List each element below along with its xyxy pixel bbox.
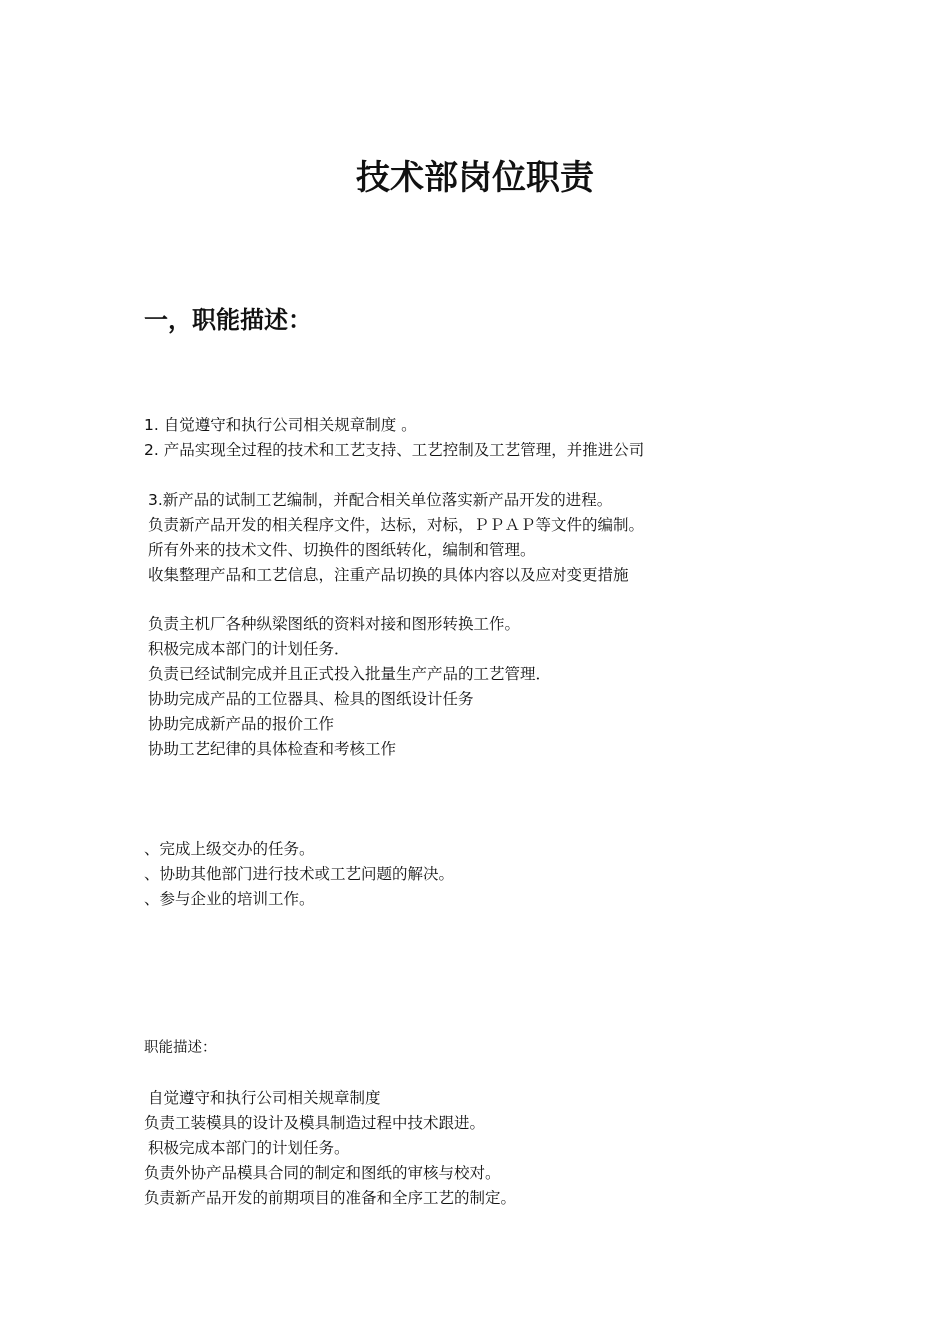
- document-title: 技术部岗位职责: [356, 158, 594, 198]
- duty-line: 协助完成产品的工位器具、检具的图纸设计任务: [148, 690, 474, 708]
- duty-line: 负责工装模具的设计及模具制造过程中技术跟进。: [144, 1114, 486, 1132]
- duty-line: 积极完成本部门的计划任务。: [148, 1139, 350, 1157]
- duty-line: 负责新产品开发的相关程序文件，达标，对标，ＰＰＡＰ等文件的编制。: [148, 516, 645, 534]
- section-heading-functions: 一，职能描述：: [144, 306, 312, 334]
- duty-line: 、完成上级交办的任务。: [144, 840, 315, 858]
- duty-line: 、参与企业的培训工作。: [144, 890, 315, 908]
- duty-line: 2. 产品实现全过程的技术和工艺支持、工艺控制及工艺管理，并推进公司: [144, 441, 645, 459]
- duty-line: 、协助其他部门进行技术或工艺问题的解决。: [144, 865, 455, 883]
- duty-line: 自觉遵守和执行公司相关规章制度: [148, 1089, 381, 1107]
- duty-line: 负责外协产品模具合同的制定和图纸的审核与校对。: [144, 1164, 501, 1182]
- section-heading-functions-2: 职能描述：: [144, 1040, 217, 1056]
- duty-line: 1. 自觉遵守和执行公司相关规章制度 。: [144, 416, 417, 434]
- duty-line: 协助工艺纪律的具体检查和考核工作: [148, 740, 397, 758]
- duty-line: 负责主机厂各种纵梁图纸的资料对接和图形转换工作。: [148, 615, 521, 633]
- duty-line: 负责已经试制完成并且正式投入批量生产产品的工艺管理．: [148, 665, 552, 683]
- duty-line: 积极完成本部门的计划任务．: [148, 640, 350, 658]
- duty-line: 收集整理产品和工艺信息，注重产品切换的具体内容以及应对变更措施: [148, 566, 629, 584]
- duty-line: 所有外来的技术文件、切换件的图纸转化，编制和管理。: [148, 541, 536, 559]
- duty-line: 3.新产品的试制工艺编制，并配合相关单位落实新产品开发的进程。: [148, 491, 613, 509]
- duty-line: 协助完成新产品的报价工作: [148, 715, 335, 733]
- duty-line: 负责新产品开发的前期项目的准备和全序工艺的制定。: [144, 1189, 517, 1207]
